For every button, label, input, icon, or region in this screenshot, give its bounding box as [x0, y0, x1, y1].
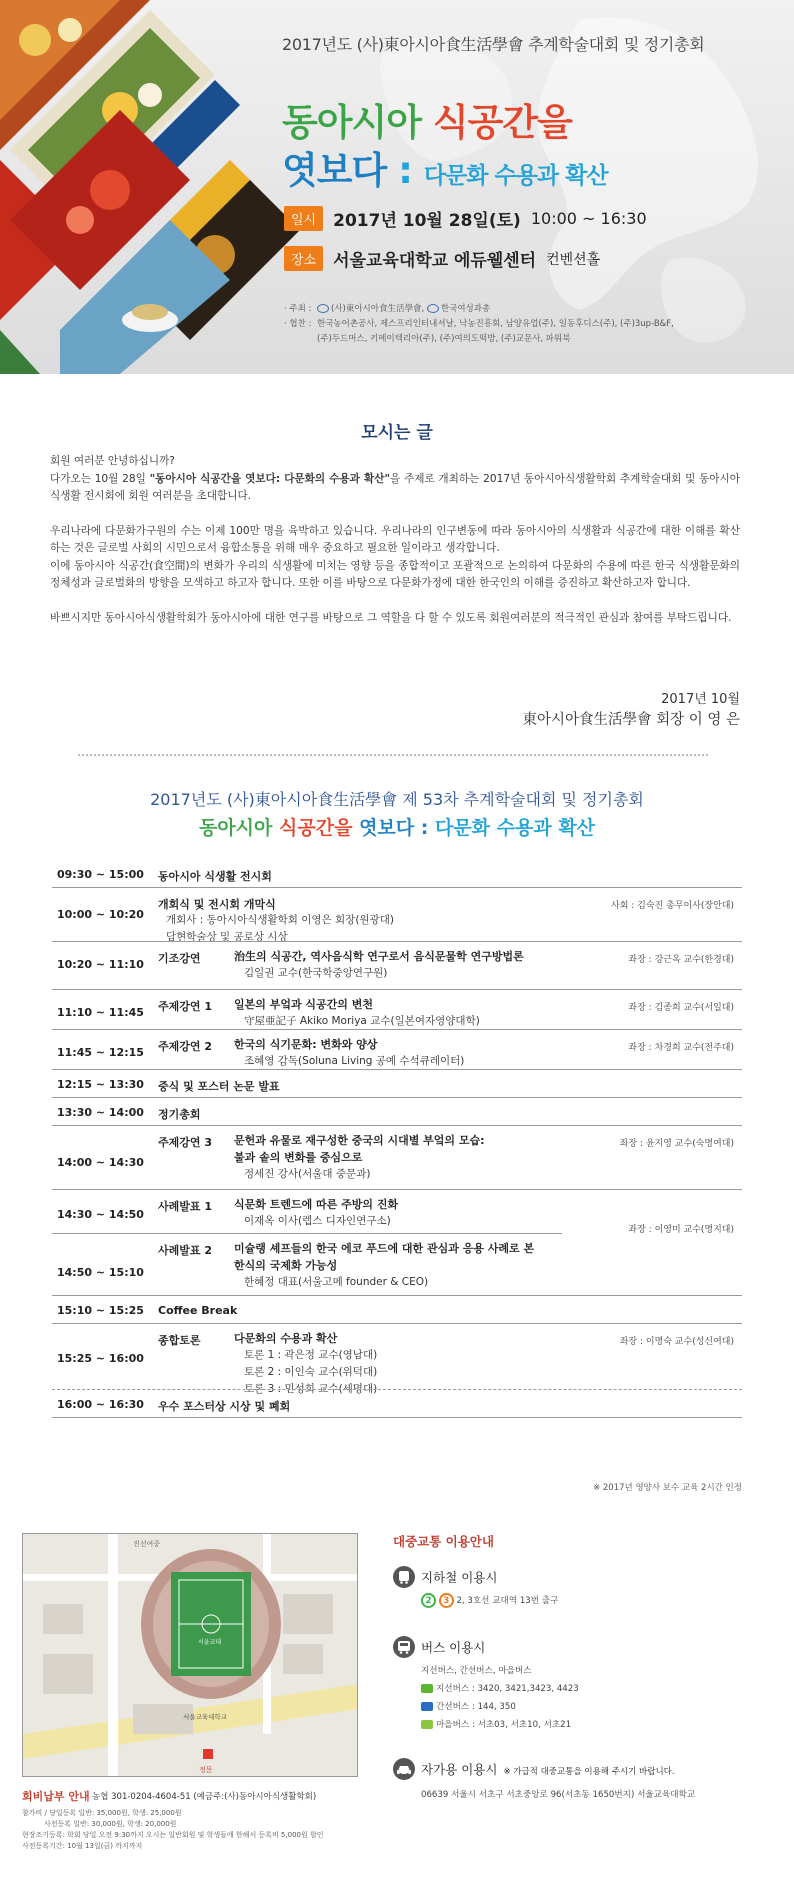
letter-signature: 東아시아食生活學會 회장 이 영 은	[522, 712, 740, 728]
schedule-type: 중식 및 포스터 논문 발표	[158, 1080, 280, 1093]
place-badge: 장소	[284, 246, 323, 271]
schedule-row	[52, 1030, 742, 1070]
schedule-type: 동아시아 식생활 전시회	[158, 870, 272, 883]
schedule-time: 10:00 ~ 10:20	[57, 908, 144, 921]
schedule-type: 주제강연 3	[158, 1136, 212, 1149]
session-detail: 이재옥 이사(렙스 디자인연구소)	[244, 1215, 391, 1227]
bus-line: 간선버스 : 144, 350	[421, 1698, 579, 1716]
theme-word: 식공간을	[279, 817, 353, 839]
program-heading: 2017년도 (사)東아시아食生活學會 제 53차 추계학술대회 및 정기총회	[150, 790, 644, 809]
line3-badge: 3	[439, 1593, 454, 1608]
blue-bus-icon	[421, 1702, 433, 1711]
green-bus-icon	[421, 1684, 433, 1693]
session-detail: 한혜정 대표(서울고메 founder & CEO)	[244, 1276, 429, 1288]
header-banner	[0, 0, 794, 374]
theme-word: 다문화 수용과 확산	[434, 817, 596, 839]
theme-word: 동아시아	[198, 817, 273, 839]
schedule-type: 개회식 및 전시회 개막식	[158, 898, 276, 911]
fee-line: 사전등록 일반: 30,000원, 학생: 20,000원	[44, 1820, 177, 1828]
session-detail: 담현학술상 및 공로상 시상	[166, 931, 288, 943]
event-time: 10:00 ~ 16:30	[530, 209, 647, 228]
event-place-row	[284, 246, 600, 271]
schedule-type: 주제강연 2	[158, 1040, 212, 1053]
kofwst-logo-icon	[427, 304, 439, 313]
session-detail: 정세진 강사(서울대 중문과)	[244, 1168, 371, 1180]
main-title-word: 엿보다	[282, 149, 387, 192]
schedule-type: 종합토론	[158, 1334, 201, 1347]
letter-paragraph: 다가오는 10월 28일 "동아시아 식공간을 엿보다: 다문화의 수용과 확산"을 주제로 개최하는 2017년 동아시아식생활학회 추계학술대회 및 동아시아 식생활 전시회에 회원 여러분을 초대합니다.	[50, 472, 740, 502]
sponsor-info	[284, 302, 674, 347]
session-title: 문헌과 유물로 재구성한 중국의 시대별 부엌의 모습:	[234, 1134, 485, 1147]
village-bus-icon	[421, 1720, 433, 1729]
society-logo-icon	[317, 304, 329, 313]
schedule-row	[52, 1126, 742, 1190]
subway-text: 2, 3호선 교대역 13번 출구	[456, 1596, 559, 1606]
event-place: 서울교육대학교 에듀웰센터	[333, 251, 537, 271]
session-chair: 좌장 : 강근옥 교수(한경대)	[628, 955, 734, 965]
program-note: ※ 2017년 영양사 보수 교육 2시간 인정	[593, 1483, 742, 1493]
schedule-row	[52, 1296, 742, 1324]
session-title: 治生의 식공간, 역사음식학 연구로서 음식문물학 연구방법론	[234, 950, 524, 963]
fee-line: 현장조기등록: 학회 당일 오전 9:30까지 오시는 일반회원 및 학생들에 한해서 등록비 5,000원 할인	[22, 1831, 324, 1839]
schedule-time: 14:30 ~ 14:50	[57, 1208, 144, 1221]
schedule-row	[52, 1098, 742, 1126]
schedule-time: 11:45 ~ 12:15	[57, 1046, 144, 1059]
schedule-time: 13:30 ~ 14:00	[57, 1106, 144, 1119]
line2-badge: 2	[421, 1593, 436, 1608]
schedule-row	[52, 888, 742, 942]
support-label: · 협찬 :	[284, 319, 312, 329]
car-heading: 자가용 이용시 ※ 가급적 대중교통을 이용해 주시기 바랍니다.	[421, 1762, 675, 1777]
row-divider	[52, 1417, 742, 1418]
session-detail: 김일권 교수(한국학중앙연구원)	[244, 967, 388, 979]
schedule-row	[52, 1324, 742, 1395]
main-subtitle: 다문화 수용과 확산	[423, 163, 608, 189]
event-date-row	[284, 206, 647, 231]
transport-title: 대중교통 이용안내	[393, 1534, 494, 1549]
letter-paragraph: 우리나라에 다문화가구원의 수는 이제 100만 명을 육박하고 있습니다. 우리나라의 인구변동에 따라 동아시아의 식생활과 식공간에 대한 이해를 확산하는 것은 글로벌 사회의 시민으로서 융합소통을 위해 매우 중요하고 필요한 일이라고 생각합니다.	[50, 524, 740, 554]
section-divider	[78, 754, 708, 756]
address: 06639 서울시 서초구 서초중앙로 96(서초동 1650번지) 서울교육대학교	[421, 1790, 696, 1800]
schedule-type: 사례발표 1	[158, 1200, 212, 1213]
subway-info	[421, 1592, 558, 1610]
schedule-row	[52, 942, 742, 990]
main-title-line1	[282, 92, 572, 146]
main-title-colon: :	[398, 149, 412, 192]
session-chair: 좌장 : 이명숙 교수(성신여대)	[619, 1337, 734, 1347]
schedule-time: 15:25 ~ 16:00	[57, 1352, 144, 1365]
bus-types: 지선버스, 간선버스, 마을버스	[421, 1666, 532, 1676]
fee-title: 회비납부 안내	[22, 1790, 90, 1803]
schedule-time: 11:10 ~ 11:45	[57, 1006, 144, 1019]
bus-icon	[393, 1636, 415, 1658]
subway-heading: 지하철 이용시	[421, 1570, 498, 1585]
bus-info	[421, 1662, 579, 1734]
schedule-type: 우수 포스터상 시상 및 폐회	[158, 1400, 291, 1413]
session-title: 불과 솥의 변화를 중심으로	[234, 1151, 363, 1164]
event-date: 2017년 10월 28일(토)	[333, 211, 521, 231]
schedule-time: 10:20 ~ 11:10	[57, 958, 144, 971]
schedule-type: Coffee Break	[158, 1304, 238, 1317]
session-detail: 토론 2 : 이인숙 교수(위덕대)	[244, 1366, 378, 1378]
map-label: 서울교대	[198, 1639, 222, 1646]
schedule-row	[52, 990, 742, 1030]
schedule-time: 14:50 ~ 15:10	[57, 1266, 144, 1279]
letter-title: 모시는 글	[361, 423, 433, 443]
map-label: 진선여중	[133, 1540, 161, 1548]
host-name: (사)東아시아食生活學會,	[331, 304, 425, 314]
event-hall: 컨벤션홀	[546, 251, 601, 268]
session-detail: 守屋亜記子 Akiko Moriya 교수(일본여자영양대학)	[244, 1015, 480, 1027]
fee-account: 농협 301-0204-4604-51 (예금주:(사)동아시아식생활학회)	[92, 1792, 317, 1802]
schedule-time: 14:00 ~ 14:30	[57, 1156, 144, 1169]
schedule-row	[52, 1390, 742, 1418]
theme-word: 엿보다 :	[359, 817, 429, 839]
schedule-type: 사례발표 2	[158, 1244, 212, 1257]
letter-paragraph: 바쁘시지만 동아시아식생활학회가 동아시아에 대한 연구를 바탕으로 그 역할을 다 할 수 있도록 회원여러분의 적극적인 관심과 참여를 부탁드립니다.	[50, 611, 732, 624]
schedule-time: 09:30 ~ 15:00	[57, 868, 144, 881]
subway-icon	[393, 1566, 415, 1588]
support-line: (주)두드머스, 키메이텍리아(주), (주)여의도떡방, (주)교문사, 파워북	[317, 334, 571, 344]
session-title: 한식의 국제화 가능성	[234, 1259, 338, 1272]
session-title: 한국의 식기문화: 변화와 양상	[234, 1038, 378, 1051]
session-detail: 조혜영 감독(Soluna Living 공예 수석큐레이터)	[244, 1055, 465, 1067]
map-graphic	[23, 1534, 358, 1777]
car-icon	[393, 1758, 415, 1780]
bus-line: 지선버스 : 3420, 3421,3423, 4423	[421, 1680, 579, 1698]
schedule-row	[52, 1070, 742, 1098]
bus-heading: 버스 이용시	[421, 1640, 486, 1655]
host-label: · 주최 :	[284, 304, 312, 314]
date-badge: 일시	[284, 206, 323, 231]
location-map	[22, 1533, 358, 1777]
session-chair: 사회 : 김숙진 총무이사(장안대)	[611, 901, 734, 911]
letter-date: 2017년 10월	[661, 692, 740, 707]
fee-details	[22, 1808, 324, 1852]
schedule-row	[52, 860, 742, 888]
letter-greeting: 회원 여러분 안녕하십니까?	[50, 455, 175, 467]
session-chair: 좌장 : 이영미 교수(명지대)	[628, 1225, 734, 1235]
support-line: 한국농어촌공사, 제스프리인터내셔날, 낙농진흥회, 남양유업(주), 일동후디스(주), (주)3up-B&F,	[317, 319, 674, 329]
program-theme	[0, 813, 794, 840]
event-title: 2017년도 (사)東아시아食生活學會 추계학술대회 및 정기총회	[282, 35, 705, 54]
session-title: 식문화 트렌드에 따른 주방의 진화	[234, 1198, 399, 1211]
letter-paragraph: 이에 동아시아 식공간(食空間)의 변화가 우리의 식생활에 미치는 영향 등을 종합적이고 포괄적으로 논의하여 다문화의 수용에 따른 한국 식생활문화의 정체성과 글로벌화의 방향을 모색하고 하고자 합니다. 또한 이를 바탕으로 다문화가정에 대한 한국인의 이해를 증진하고 확산하고자 합니다.	[50, 559, 740, 589]
session-title: 다문화의 수용과 확산	[234, 1332, 338, 1345]
session-detail: 개회사 : 동아시아식생활학회 이영은 회장(원광대)	[166, 914, 394, 926]
bus-line: 마을버스 : 서초03, 서초10, 서초21	[421, 1716, 579, 1734]
session-detail: 토론 1 : 곽은정 교수(영남대)	[244, 1349, 378, 1361]
host-name-2: 한국여성과총	[440, 304, 491, 314]
invitation-letter	[50, 453, 740, 644]
session-chair: 좌장 : 차경희 교수(전주대)	[628, 1043, 734, 1053]
map-label: 정문	[199, 1766, 213, 1774]
car-note: ※ 가급적 대중교통을 이용해 주시기 바랍니다.	[503, 1767, 675, 1777]
fee-line: 사전등록기간: 10월 13일(금) 까지까지	[22, 1842, 143, 1850]
map-label: 서울교육대학교	[183, 1713, 227, 1721]
session-detail: 토론 3 : 민성희 교수(세명대)	[244, 1383, 378, 1395]
schedule-time: 15:10 ~ 15:25	[57, 1304, 144, 1317]
schedule-time: 16:00 ~ 16:30	[57, 1398, 144, 1411]
schedule-type: 주제강연 1	[158, 1000, 212, 1013]
fee-line: 참가비 / 당일등록 일반: 35,000원, 학생: 25,000원	[22, 1809, 182, 1817]
main-title-line2	[282, 140, 608, 194]
food-photo-collage	[0, 0, 300, 374]
session-title: 미슐랭 셰프들의 한국 에코 푸드에 대한 관심과 응용 사례로 본	[234, 1242, 535, 1255]
schedule-type: 기조강연	[158, 952, 201, 965]
session-chair: 좌장 : 윤지영 교수(숙명여대)	[619, 1139, 734, 1149]
session-chair: 좌장 : 김종희 교수(서일대)	[628, 1003, 734, 1013]
schedule-type: 정기총회	[158, 1108, 201, 1121]
schedule-time: 12:15 ~ 13:30	[57, 1078, 144, 1091]
main-title-word: 식공간을	[432, 101, 572, 144]
session-title: 일본의 부엌과 식공간의 변천	[234, 998, 373, 1011]
schedule-row	[52, 1225, 742, 1296]
main-title-word: 동아시아	[282, 101, 421, 144]
